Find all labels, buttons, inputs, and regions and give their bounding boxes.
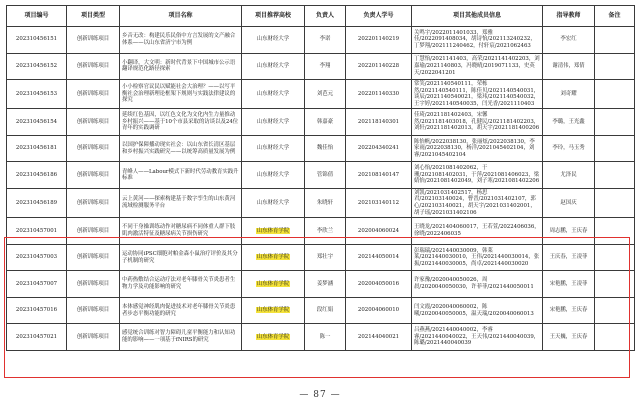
cell-project-type: 创新训练项目 bbox=[67, 218, 120, 245]
cell-school bbox=[242, 324, 305, 351]
cell-leader-id: 202144050014 bbox=[346, 244, 412, 271]
cell-project-type: 创新训练项目 bbox=[67, 109, 120, 136]
cell-leader: 魏佳怡 bbox=[305, 135, 346, 162]
cell-leader: 李欣兰 bbox=[305, 218, 346, 245]
project-table bbox=[6, 5, 635, 351]
cell-school: 山东财经大学 bbox=[242, 188, 305, 217]
cell-school: 山东财经大学 bbox=[242, 135, 305, 162]
cell-project-type: 创新训练项目 bbox=[67, 27, 120, 54]
highlighted-school: 山东体育学院 bbox=[256, 227, 290, 234]
cell-note bbox=[595, 244, 635, 271]
table-row bbox=[7, 324, 635, 351]
cell-advisor: 王庆春，王凌菲 bbox=[543, 244, 595, 271]
cell-note bbox=[595, 109, 635, 136]
cell-leader-id: 202118140301 bbox=[346, 109, 412, 136]
cell-project-id: 202310456186 bbox=[7, 162, 67, 189]
cell-leader-id: 202103140112 bbox=[346, 188, 412, 217]
cell-leader: 段红娟 bbox=[305, 297, 346, 324]
cell-leader-id: 202201140219 bbox=[346, 27, 412, 54]
cell-members: 关鸣宇/2022011401033，郑雅佳/2022091408034，胡诗怡/202113240232，丁梦翔/202111240462，付轩宸/2021062463 bbox=[412, 27, 543, 54]
cell-project-name: 青峰人——Labour模式下新时代劳动教育实践升标准 bbox=[120, 162, 242, 189]
table-row bbox=[7, 271, 635, 298]
cell-project-type: 创新训练项目 bbox=[67, 53, 120, 80]
cell-leader-id: 202201140330 bbox=[346, 80, 412, 109]
cell-project-id: 202310457001 bbox=[7, 218, 67, 245]
cell-project-name: 乡音无改：构建民乐民俗中方言发展的文产融合体系——以山东省济宁市为例 bbox=[120, 27, 242, 54]
cell-project-type: 创新训练项目 bbox=[67, 80, 120, 109]
header-advisor: 指导教师 bbox=[543, 6, 595, 27]
table-row bbox=[7, 135, 635, 162]
cell-advisor: 尤泽民 bbox=[543, 162, 595, 189]
cell-advisor: 李玲，马玉秀 bbox=[543, 135, 595, 162]
cell-members: 佳琦/2021181402403，宋馨然/2021181403018，孔健民/2021181402203，刘轩/2021181402013，胡天宇/2021181400206 bbox=[412, 109, 543, 136]
cell-advisor: 周志鹏，王庆春 bbox=[543, 218, 595, 245]
cell-project-type: 创新训练项目 bbox=[67, 135, 120, 162]
cell-note bbox=[595, 324, 635, 351]
cell-members: 刘凯/2021031402517，杨思君/202103140024，曹晋/2021031402107，郭心/202103140021，胡天宇/2021031402001，胡子瑶/2021031402106 bbox=[412, 188, 543, 217]
cell-project-name: 云上黄河——探索构建基于数字孪生的山东黄河流域检测服务平台 bbox=[120, 188, 242, 217]
cell-project-name: 中药热敷结合运动疗法对老年膝骨关节炎患者生物力学及功能影响的研究 bbox=[120, 271, 242, 298]
cell-leader: 管锦倩 bbox=[305, 162, 346, 189]
cell-note bbox=[595, 27, 635, 54]
cell-school bbox=[242, 244, 305, 271]
table-row bbox=[7, 53, 635, 80]
cell-note bbox=[595, 135, 635, 162]
cell-project-name: 延续红色基因，以红色文化为文化内生力量推动乡村振兴——基于10个市县采取的访谈以及24位青年的实践调研 bbox=[120, 109, 242, 136]
table-row bbox=[7, 188, 635, 217]
cell-project-type: 创新训练项目 bbox=[67, 324, 120, 351]
cell-note bbox=[595, 80, 635, 109]
cell-members: 丁慧怡/2021141403，高荣/2021141402203，刘嘉瑜/2021140803，冯晓晴/2019071133，史英天/2022041201 bbox=[412, 53, 543, 80]
cell-members: 闫文霞/2020040060002，陈曦/2020040050005，温天瑞/2020040060013 bbox=[412, 297, 543, 324]
cell-project-name: 运动协同iPSC细胞对帕金森小鼠治疗评价及其分子机制的研究 bbox=[120, 244, 242, 271]
cell-project-name: 小小检察官议民以赋能社会大治理？——以写平衡社会治理新理论框架下规则与实践法律建议的探究 bbox=[120, 80, 242, 109]
header-name: 项目名称 bbox=[120, 6, 242, 27]
cell-school bbox=[242, 297, 305, 324]
cell-leader: 韩嘉豪 bbox=[305, 109, 346, 136]
highlighted-school: 山东体育学院 bbox=[256, 280, 290, 287]
header-type: 项目类型 bbox=[67, 6, 120, 27]
cell-school bbox=[242, 271, 305, 298]
cell-project-id: 202310456152 bbox=[7, 53, 67, 80]
cell-school: 山东财经大学 bbox=[242, 27, 305, 54]
cell-project-id: 202310456153 bbox=[7, 80, 67, 109]
cell-project-id: 202310456189 bbox=[7, 188, 67, 217]
cell-project-name: 本体感觉神经肌肉促进技术对老年膝骨关节炎患者步态平衡功能的研究 bbox=[120, 297, 242, 324]
cell-advisor: 王天巍，王庆春 bbox=[543, 324, 595, 351]
cell-school: 山东财经大学 bbox=[242, 53, 305, 80]
cell-advisor: 李璐，王光鑫 bbox=[543, 109, 595, 136]
cell-advisor: 谢清伟，郑倩 bbox=[543, 53, 595, 80]
table-row bbox=[7, 109, 635, 136]
cell-project-id: 202310456151 bbox=[7, 27, 67, 54]
cell-project-id: 202310456181 bbox=[7, 135, 67, 162]
highlighted-school: 山东体育学院 bbox=[256, 333, 290, 340]
cell-project-type: 创新训练项目 bbox=[67, 244, 120, 271]
page-number: — 87 — bbox=[299, 390, 341, 400]
cell-note bbox=[595, 188, 635, 217]
cell-project-id: 202310457007 bbox=[7, 271, 67, 298]
cell-advisor: 宋艳鹏，王庆春 bbox=[543, 297, 595, 324]
header-leader-id: 负责人学号 bbox=[346, 6, 412, 27]
cell-advisor: 刘奇耀 bbox=[543, 80, 595, 109]
cell-leader: 郑壮宇 bbox=[305, 244, 346, 271]
cell-school: 山东财经大学 bbox=[242, 80, 305, 109]
cell-project-id: 202310457003 bbox=[7, 244, 67, 271]
cell-project-name: 以国护保障播动现实社会：以山东省长清区基层和乡村振兴实践研究——以统筹高质量发展为例 bbox=[120, 135, 242, 162]
cell-project-type: 创新训练项目 bbox=[67, 271, 120, 298]
cell-advisor: 赵国庆 bbox=[543, 188, 595, 217]
cell-leader-id: 202204340241 bbox=[346, 135, 412, 162]
cell-project-id: 202310456154 bbox=[7, 109, 67, 136]
cell-advisor: 李宏红 bbox=[543, 27, 595, 54]
cell-members: 刘心怡/2021081402062，于珊/2021081402031，于萍/2021081406023，梁婧怡/2021081402049，刘子寒/2021081402206 bbox=[412, 162, 543, 189]
cell-school bbox=[242, 218, 305, 245]
cell-leader: 姜梦涵 bbox=[305, 271, 346, 298]
cell-note bbox=[595, 271, 635, 298]
cell-project-name: 感觉统合训练对智力障碍儿童平衡能力和认知功能的影响——一项基于fNIRS的研究 bbox=[120, 324, 242, 351]
cell-project-name: 不同干身操训练动作对糖尿病不同体重人群下肢肌肉激活特征及糖尿病关节损伤研究 bbox=[120, 218, 242, 245]
cell-project-id: 202310457016 bbox=[7, 297, 67, 324]
cell-members: 吕燕燕/2021440040002，李睿睿/2021440040022，王天伟/2021440040039，陈璐/2021440040039 bbox=[412, 324, 543, 351]
header-note: 备注 bbox=[595, 6, 635, 27]
table-row bbox=[7, 244, 635, 271]
cell-note bbox=[595, 218, 635, 245]
table-header-row bbox=[7, 6, 635, 27]
cell-leader-id: 202144040021 bbox=[346, 324, 412, 351]
cell-project-type: 创新训练项目 bbox=[67, 297, 120, 324]
cell-leader: 李翔 bbox=[305, 53, 346, 80]
cell-members: 常笑/2021140540111，荣栋然/2021140540111，陈佳贝/2021140540031，谈辰/2021140540021，梁玮/2021140540032，王宇婷/2021140540035，闫光香/2021110403 bbox=[412, 80, 543, 109]
cell-leader: 李诺 bbox=[305, 27, 346, 54]
cell-project-type: 创新训练项目 bbox=[67, 188, 120, 217]
cell-project-type: 创新训练项目 bbox=[67, 162, 120, 189]
cell-members: 许家豫/2020040050026，周晨/2020040050030，许菲菲/2021440050011 bbox=[412, 271, 543, 298]
highlighted-school: 山东体育学院 bbox=[256, 307, 290, 314]
header-members: 项目其他成员信息 bbox=[412, 6, 543, 27]
cell-members: 王晓龙/2021404060017，王若萱/2022406036，徐晓/2022406035 bbox=[412, 218, 543, 245]
cell-leader-id: 202004060024 bbox=[346, 218, 412, 245]
cell-school: 山东财经大学 bbox=[242, 109, 305, 136]
cell-note bbox=[595, 162, 635, 189]
table-row bbox=[7, 297, 635, 324]
cell-leader: 陈一 bbox=[305, 324, 346, 351]
cell-school: 山东财经大学 bbox=[242, 162, 305, 189]
header-school: 项目推荐高校 bbox=[242, 6, 305, 27]
cell-leader-id: 202108140147 bbox=[346, 162, 412, 189]
document-page bbox=[6, 5, 634, 351]
cell-project-name: 小翻译，大文明：新时代背景下中国城市公示语翻译规范化路径探索 bbox=[120, 53, 242, 80]
cell-leader: 刘芭元 bbox=[305, 80, 346, 109]
table-row bbox=[7, 80, 635, 109]
cell-advisor: 宋艳鹏，王凌菲 bbox=[543, 271, 595, 298]
header-leader: 负责人 bbox=[305, 6, 346, 27]
cell-members: 彭瑞瑞/2021440030009，韩莱莱/2021440030010，王伟/2021440030014，张振/2021440030005，尚卓/2021440030020 bbox=[412, 244, 543, 271]
cell-project-id: 202310457021 bbox=[7, 324, 67, 351]
cell-leader-id: 202004060010 bbox=[346, 297, 412, 324]
cell-leader: 朱晓轩 bbox=[305, 188, 346, 217]
table-row bbox=[7, 162, 635, 189]
cell-note bbox=[595, 297, 635, 324]
table-row bbox=[7, 27, 635, 54]
cell-members: 陈怡帆/2022038130，张丽炫/2022038130，李家雨/2022038130，杨洋/2021045402104，刘睿/2021045402104 bbox=[412, 135, 543, 162]
table-row bbox=[7, 218, 635, 245]
cell-leader-id: 202004050016 bbox=[346, 271, 412, 298]
highlighted-school: 山东体育学院 bbox=[256, 254, 290, 261]
cell-leader-id: 202201140228 bbox=[346, 53, 412, 80]
cell-note bbox=[595, 53, 635, 80]
header-id: 项目编号 bbox=[7, 6, 67, 27]
